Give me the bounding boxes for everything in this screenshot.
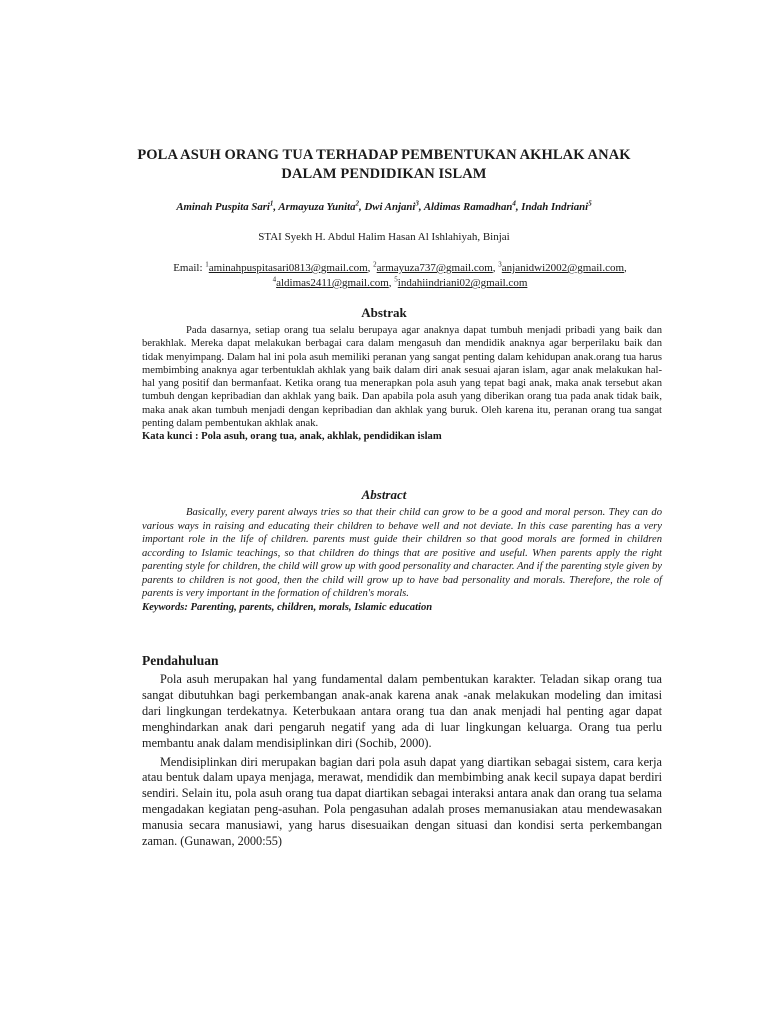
abstract-keywords: Keywords: Parenting, parents, children, morals, Islamic education	[142, 601, 433, 613]
author-name: Aldimas Ramadhan	[423, 201, 513, 213]
paragraph: Mendisiplinkan diri merupakan bagian dari pola asuh dapat yang diartikan sebagai sistem, cara kerja atau bentuk dalam upaya menjaga, merawat, mendidik dan membimbing anak kecil supaya dapat berdiri sendiri. Selain itu, pola asuh orang tua dapat diartikan sebagai interaksi antara anak dan orang tua selama mengadakan kegiatan peng-asuhan. Pola pengasuhan adalah proses memanusiakan atau mendewasakan manusia secara manusiawi, yang harus disesuaikan dengan situasi dan kondisi serta perkembangan zaman. (Gunawan, 2000:55)	[142, 754, 662, 849]
abstrak-text: Pada dasarnya, setiap orang tua selalu berupaya agar anaknya dapat tumbuh menjadi pribadi yang baik dan berakhlak. Mereka dapat melakukan berbagai cara dalam mengasuh dan mendidik anaknya agar berperilaku baik dan tidak menyimpang. Dalam hal ini pola asuh memiliki peranan yang sangat penting dalam kehidupan anak.orang tua harus membimbing anaknya agar terbentuklah akhlak yang baik dalam diri anak sesuai ajaran islam, agar anak melakukan hal-hal yang positif dan bermanfaat. Ketika orang tua menerapkan pola asuh yang tepat bagi anak, maka anak tersebut akan tumbuh dengan kepribadian dan akhlak yang baik. Dan apabila pola asuh yang diberikan orang tua pada anak tidak baik, maka anak akan tumbuh menjadi dengan kepribadian dan akhlak yang buruk. Oleh karena itu, peranan orang tua sangat penting dalam pembentukan akhlak anak.	[142, 325, 662, 430]
section-heading-pendahuluan: Pendahuluan	[142, 653, 219, 668]
email-link-3[interactable]: anjanidwi2002@gmail.com	[501, 262, 625, 274]
title-line-1: POLA ASUH ORANG TUA TERHADAP PEMBENTUKAN AKHLAK ANAK	[137, 147, 631, 163]
author-sup: 5	[588, 199, 592, 208]
email-sup: 4	[272, 275, 277, 284]
email-sup: 3	[498, 260, 502, 269]
abstrak-keywords: Kata kunci : Pola asuh, orang tua, anak, akhlak, pendidikan islam	[142, 431, 442, 443]
email-sup: 2	[373, 260, 377, 269]
abstrak-body	[142, 324, 662, 444]
email-link-2[interactable]: armayuza737@gmail.com	[376, 262, 493, 274]
email-sup: 5	[394, 275, 398, 284]
author-sup: 3	[415, 199, 419, 208]
author-name: Armayuza Yunita	[278, 201, 356, 213]
author-sup: 1	[269, 199, 274, 208]
author-sup: 2	[355, 199, 360, 208]
abstrak-heading: Abstrak	[361, 305, 407, 320]
abstract-heading: Abstract	[361, 487, 407, 502]
author-name: Aminah Puspita Sari	[176, 201, 270, 213]
author-name: Dwi Anjani	[364, 201, 416, 213]
author-name: Indah Indriani	[521, 201, 589, 213]
title-line-2: DALAM PENDIDIKAN ISLAM	[281, 166, 487, 182]
email-link-4[interactable]: aldimas2411@gmail.com	[276, 277, 389, 289]
email-link-1[interactable]: aminahpuspitasari0813@gmail.com	[208, 262, 368, 274]
email-block: Email: $^1$aminahpuspitasari0813@gmail.com, $^2$armayuza737@gmail.com, $^3$anjanidwi2002@gmail.com, $^4$aldimas2411@gmail.com, $^5$indahiindriani02@gmail.com	[173, 260, 627, 289]
paper-title	[100, 146, 668, 184]
email-label: Email:	[173, 262, 203, 274]
abstract-body	[142, 506, 662, 614]
paragraph: Pola asuh merupakan hal yang fundamental dalam pembentukan karakter. Teladan sikap orang tua sangat dibutuhkan bagi perkembangan anak-anak karena anak -anak melakukan modeling dan imitasi dari lingkungan terdekatnya. Keterbukaan antara orang tua dan anak menjadi hal penting agar dapat menghindarkan anak dari pengaruh negatif yang ada di luar lingkungan keluarga. Orang tua perlu membantu anak dalam mendisiplinkan diri (Sochib, 2000).	[142, 672, 662, 750]
author-sup: 4	[512, 199, 516, 208]
abstract-text: Basically, every parent always tries so that their child can grow to be a good and moral person. They can do various ways in raising and educating their children to behave well and not deviate. In this case parenting has a very important role in the life of children. parents must guide their children so that good morals are formed in children according to Islamic teachings, so that children do things that are positive and useful. When parents apply the right parenting style for children, the child will grow up with good personality and character. And if the parenting style given by parents to children is not good, then the child will grow up to have bad personality and morals. Therefore, the role of parents is very important in the formation of children's morals.	[142, 507, 662, 599]
author-list: Aminah Puspita Sari$^1$, Armayuza Yunita$^2$, Dwi Anjani$^3$, Aldimas Ramadhan$^4$, Indah Indriani$^5$	[176, 199, 592, 213]
pendahuluan-body	[142, 672, 662, 853]
email-sup: 1	[205, 260, 209, 269]
affiliation: STAI Syekh H. Abdul Halim Hasan Al Ishlahiyah, Binjai	[258, 231, 510, 243]
email-link-5[interactable]: indahiindriani02@gmail.com	[397, 277, 528, 289]
